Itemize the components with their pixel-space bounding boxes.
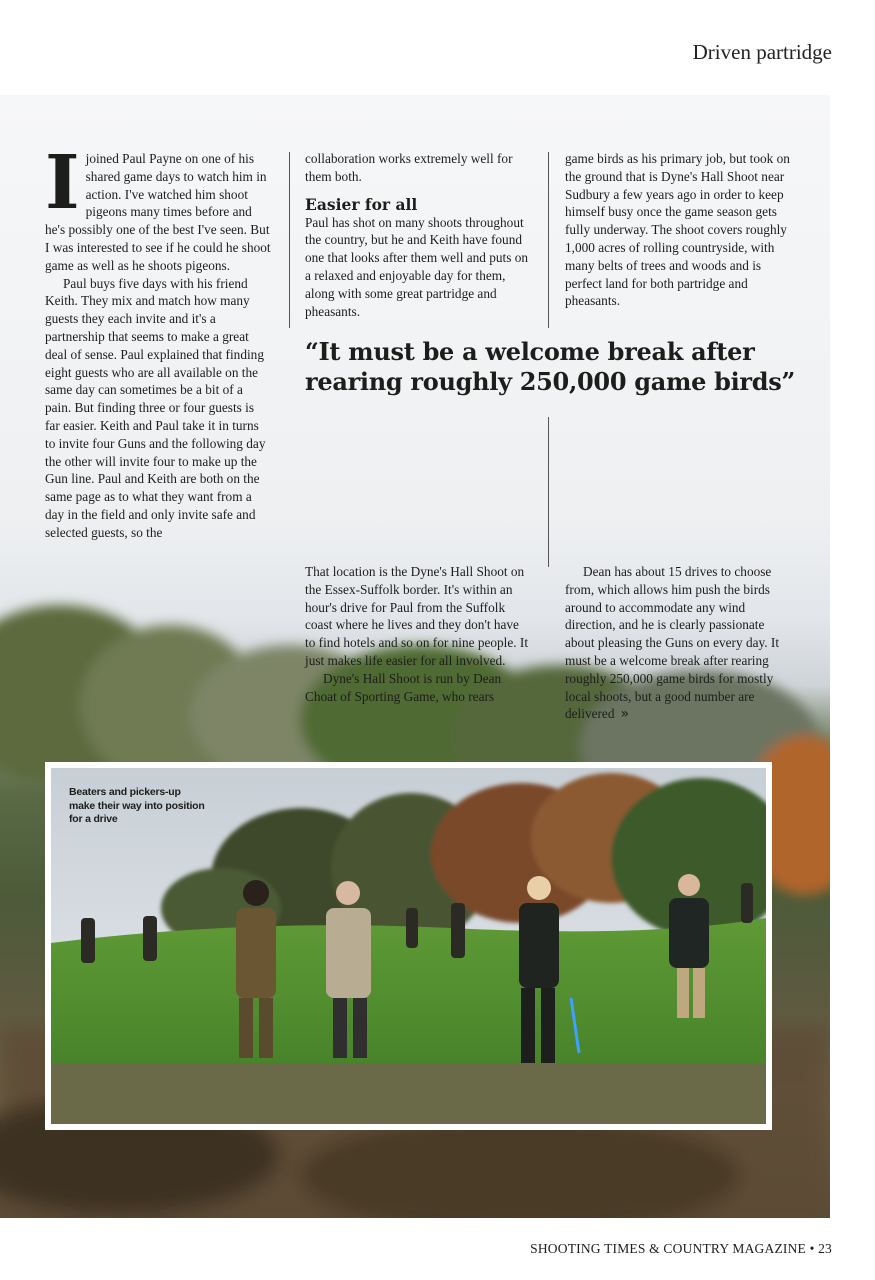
paragraph: game birds as his primary job, but took on the ground that is Dyne's Hall Shoot near Sudbury a few years ago in order to keep himself busy once the game season gets fully underway. The shoot covers roughly 1,000 acres of rolling countryside, with many belts of trees and woods and is perfect land for both partridge and pheasants. (565, 151, 790, 309)
subheading: Easier for all (305, 194, 418, 214)
paragraph: Dean has about 15 drives to choose from, which allows him push the birds around to accommodate any wind direction, and he is clearly passionate about pleasing the Guns on every day. It must be a welcome break after rearing roughly 250,000 game birds for mostly local shoots, but a good number are delivered (565, 564, 780, 722)
column-3-bottom (565, 563, 791, 724)
photo-frame (45, 762, 772, 1130)
column-3-top (565, 150, 791, 310)
photo-caption: Beaters and pickers-up make their way into position for a drive (69, 786, 205, 825)
section-header: Driven partridge (692, 40, 832, 64)
page-number: 23 (818, 1241, 832, 1256)
page-footer (530, 1241, 832, 1257)
paragraph: That location is the Dyne's Hall Shoot on the Essex-Suffolk border. It's within an hour's drive for Paul from the Suffolk coast where he lives and they don't have to find hotels and so on for nine people. It just makes life easier for all involved. (305, 564, 529, 668)
column-2-top (305, 150, 531, 320)
column-divider (548, 152, 549, 328)
paragraph: joined Paul Payne on one of his shared game days to watch him in action. I've watched him shoot pigeons many times before and he's possibly one of the best I've seen. But I was interested to see if he could he shoot game as well as he shoots pigeons. (45, 151, 271, 273)
footer-separator: • (809, 1241, 815, 1256)
double-chevron-right-icon: » (620, 706, 630, 723)
paragraph: Paul has shot on many shoots throughout the country, but he and Keith have found one that looks after them well and puts on a relaxed and enjoyable day for them, along with some great partridge and pheasants. (305, 214, 529, 319)
column-divider (289, 152, 290, 328)
paragraph: collaboration works extremely well for them both. (305, 151, 513, 184)
column-divider (548, 417, 549, 567)
field-photo (51, 768, 766, 1124)
column-1 (45, 140, 271, 542)
paragraph: Paul buys five days with his friend Keith. They mix and match how many guests they each invite and it's a partnership that seems to make a great deal of sense. Paul explained that finding eight guests who are all available on the same day can sometimes be a bit of a pain. But finding three or four guests is far easier. Keith and Paul take it in turns to invite four Guns and the following day the other will invite four to make up the Gun line. Paul and Keith are both on the same page as to what they want from a day in the field and only invite safe and selected guests, so the (45, 275, 266, 540)
drop-cap: I (45, 140, 80, 226)
paragraph: Dyne's Hall Shoot is run by Dean Choat of Sporting Game, who rears (305, 670, 502, 704)
publication-name: SHOOTING TIMES & COUNTRY MAGAZINE (530, 1241, 806, 1256)
column-2-bottom (305, 563, 531, 705)
pull-quote: “It must be a welcome break after rearing roughly 250,000 game birds” (305, 337, 795, 396)
